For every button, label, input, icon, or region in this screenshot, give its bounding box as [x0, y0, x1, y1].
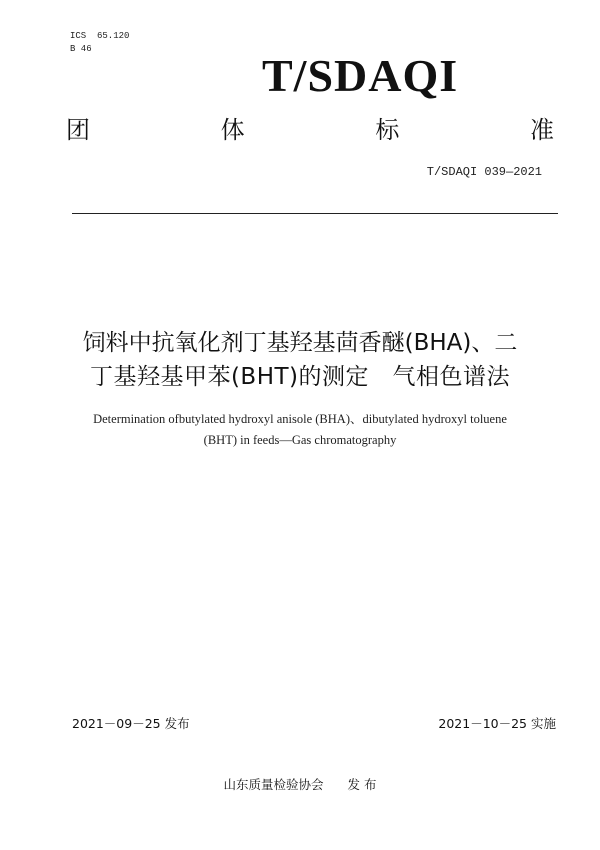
chinese-title [40, 326, 560, 394]
header-divider [72, 213, 558, 214]
english-title-line-2: (BHT) in feeds—Gas chromatography [203, 433, 397, 447]
standard-number: T/SDAQI 039—2021 [426, 165, 542, 179]
ccs-code: B 46 [70, 44, 92, 54]
english-title [50, 409, 550, 451]
organization-code: T/SDAQI [262, 50, 459, 101]
chinese-title-line-1: 饲料中抗氧化剂丁基羟基茴香醚(BHA)、二 [82, 330, 518, 356]
standard-type-char: 团 [66, 116, 90, 144]
classification-codes [70, 30, 129, 56]
english-title-line-1: Determination ofbutylated hydroxyl anisole (BHA)、dibutylated hydroxyl toluene [93, 412, 507, 426]
chinese-title-line-2: 丁基羟基甲苯(BHT)的测定 气相色谱法 [89, 364, 511, 390]
standard-type-char: 标 [375, 116, 400, 144]
publisher-name: 山东质量检验协会 [223, 777, 324, 792]
standard-type-char: 体 [220, 116, 245, 144]
standard-type-char: 准 [529, 116, 554, 144]
issue-date: 2021－09－25 发布 [72, 716, 190, 731]
ics-code: ICS 65.120 [70, 31, 130, 41]
publisher-action: 发 布 [347, 777, 377, 792]
implementation-date: 2021－10－25 实施 [438, 716, 556, 731]
publisher [0, 776, 600, 794]
standard-type [66, 114, 554, 146]
